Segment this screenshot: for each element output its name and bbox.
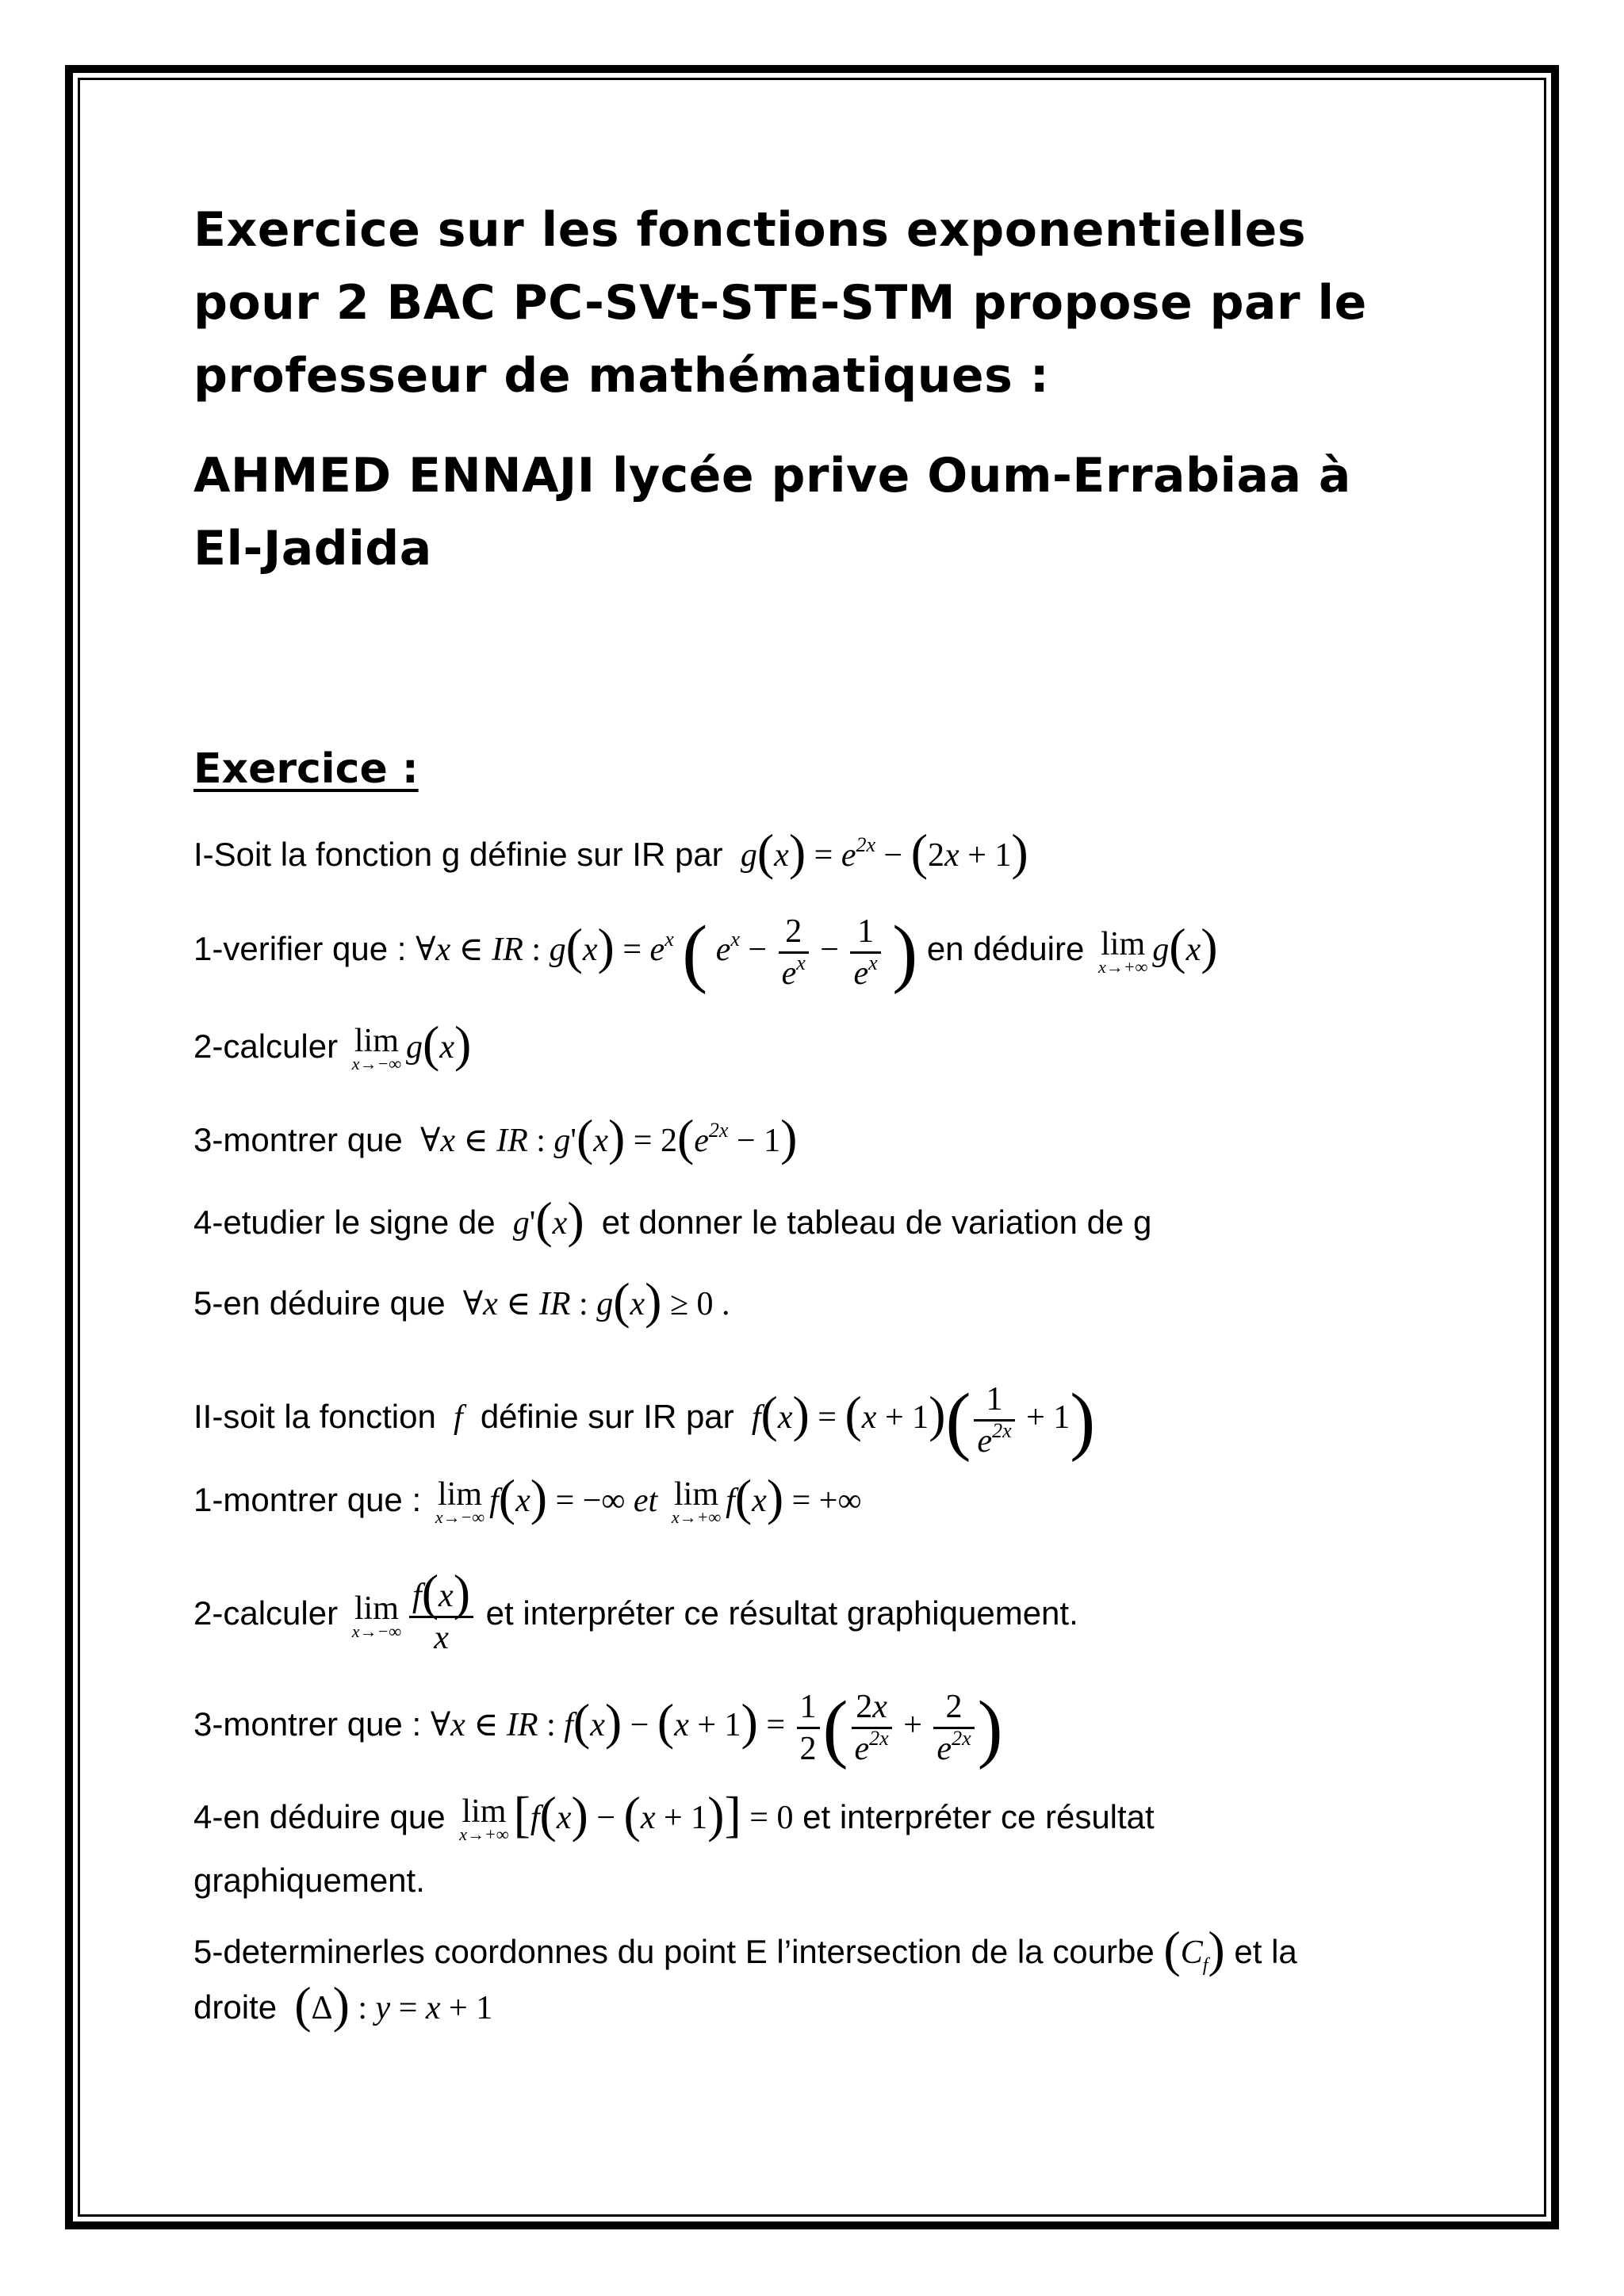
part2-q5-text-a: 5-determinerles coordonnes du point E l’intersection de la courbe bbox=[193, 1933, 1155, 1970]
part2-q2-suffix: et interpréter ce résultat graphiquement. bbox=[485, 1594, 1078, 1632]
part1-q1-text: 1-verifier que : bbox=[193, 930, 407, 968]
g-derivative-formula: ∀x ∈ IR : $g'(x) = 2(e^{2x} - 1)$ bbox=[419, 1109, 798, 1165]
f-definition-formula: f(x) = (x + 1)( $\frac{1}{e^{2x}}$ + 1) bbox=[743, 1377, 1096, 1463]
exercise-heading: Exercice : bbox=[193, 745, 419, 793]
part2-q1-text: 1-montrer que : bbox=[193, 1481, 422, 1518]
title-line-5: El-Jadida bbox=[193, 521, 432, 576]
g-definition-formula: $g(x) = e^{2x} - (2x + 1)$ bbox=[732, 824, 1028, 880]
part1-q3-text: 3-montrer que bbox=[193, 1121, 403, 1158]
part1-question-4 bbox=[193, 1192, 1152, 1248]
part2-question-4 bbox=[193, 1786, 1155, 1845]
part2-intro-text-b: définie sur IR par bbox=[480, 1398, 734, 1436]
part2-q5-line2 bbox=[193, 1976, 493, 2033]
part1-question-2 bbox=[193, 1016, 472, 1074]
part1-q1-suffix: en déduire bbox=[926, 930, 1085, 968]
part1-q5-text: 5-en déduire que bbox=[193, 1284, 446, 1322]
limit-f-plus-infinity: lim x→+∞ f(x) = +∞ bbox=[671, 1469, 862, 1528]
part2-q4-suffix: et interpréter ce résultat bbox=[802, 1798, 1155, 1835]
curve-cf-symbol: $(C_f)$ bbox=[1163, 1921, 1225, 1977]
part1-q2-text: 2-calculer bbox=[193, 1027, 339, 1065]
limit-f-minus-infinity: lim x→−∞ f(x) = −∞ bbox=[435, 1469, 634, 1528]
limit-g-minus-infinity: lim x→−∞ g(x) bbox=[351, 1016, 472, 1074]
limit-g-plus-infinity: lim x→+∞ g(x) bbox=[1098, 918, 1218, 977]
title-line-4: AHMED ENNAJI lycée prive Oum-Errabiaa à bbox=[193, 448, 1351, 503]
part2-question-2 bbox=[193, 1564, 1078, 1658]
part2-q4-text: 4-en déduire que bbox=[193, 1798, 446, 1835]
part1-intro bbox=[193, 824, 1028, 880]
part2-q2-text: 2-calculer bbox=[193, 1594, 339, 1632]
limit-f-over-x: lim x→−∞ $\frac{f(x)}{x}$ bbox=[347, 1596, 477, 1632]
f-symbol: f bbox=[445, 1399, 472, 1437]
part2-q1-et: et bbox=[633, 1483, 658, 1519]
part1-q4-text-b: et donner le tableau de variation de g bbox=[601, 1203, 1152, 1241]
part2-intro-text-a: II-soit la fonction bbox=[193, 1398, 436, 1436]
f-minus-line-formula: ∀x ∈ IR : f(x) − (x + 1) = $\frac{1}{2}$ ( $\frac{2x}{e^{2x}}$ + $\frac{2}{e^{2x}}$ ) bbox=[430, 1685, 1003, 1770]
part2-intro bbox=[193, 1377, 1096, 1463]
part1-intro-text: I-Soit la fonction g définie sur IR par bbox=[193, 836, 723, 873]
title-line-3: professeur de mathématiques : bbox=[193, 348, 1050, 404]
part2-question-1 bbox=[193, 1469, 862, 1528]
limit-f-minus-line: lim x→+∞ [f(x) − (x + 1)] = 0 bbox=[459, 1786, 794, 1845]
part2-q4-line2: graphiquement. bbox=[193, 1862, 425, 1899]
part1-question-5 bbox=[193, 1272, 730, 1329]
part1-q4-text-a: 4-etudier le signe de bbox=[193, 1203, 496, 1241]
part1-question-1 bbox=[193, 909, 1218, 995]
g-factored-formula: ∀x ∈ IR : $g(x) = e^x$ ( $e^x$ − $\frac{2}{e^x}$ − $\frac{1}{e^x}$ ) bbox=[416, 909, 918, 995]
g-prime-symbol: g'(x) bbox=[504, 1192, 584, 1248]
title-line-1: Exercice sur les fonctions exponentielles bbox=[193, 202, 1307, 258]
part2-question-3 bbox=[193, 1687, 1003, 1769]
part2-question-5 bbox=[193, 1921, 1297, 1977]
line-delta-equation: (Δ) : y = x + 1 bbox=[294, 1976, 493, 2033]
g-positive-formula: ∀x ∈ IR : g(x) ≥ 0 . bbox=[462, 1272, 730, 1329]
title-line-2: pour 2 BAC PC-SVt-STE-STM propose par le bbox=[193, 275, 1367, 331]
part1-question-3 bbox=[193, 1109, 798, 1165]
part2-q5-text-b: et la bbox=[1234, 1933, 1297, 1970]
part2-q3-text: 3-montrer que : bbox=[193, 1705, 422, 1743]
part2-q5-line2-text: droite bbox=[193, 1988, 278, 2026]
